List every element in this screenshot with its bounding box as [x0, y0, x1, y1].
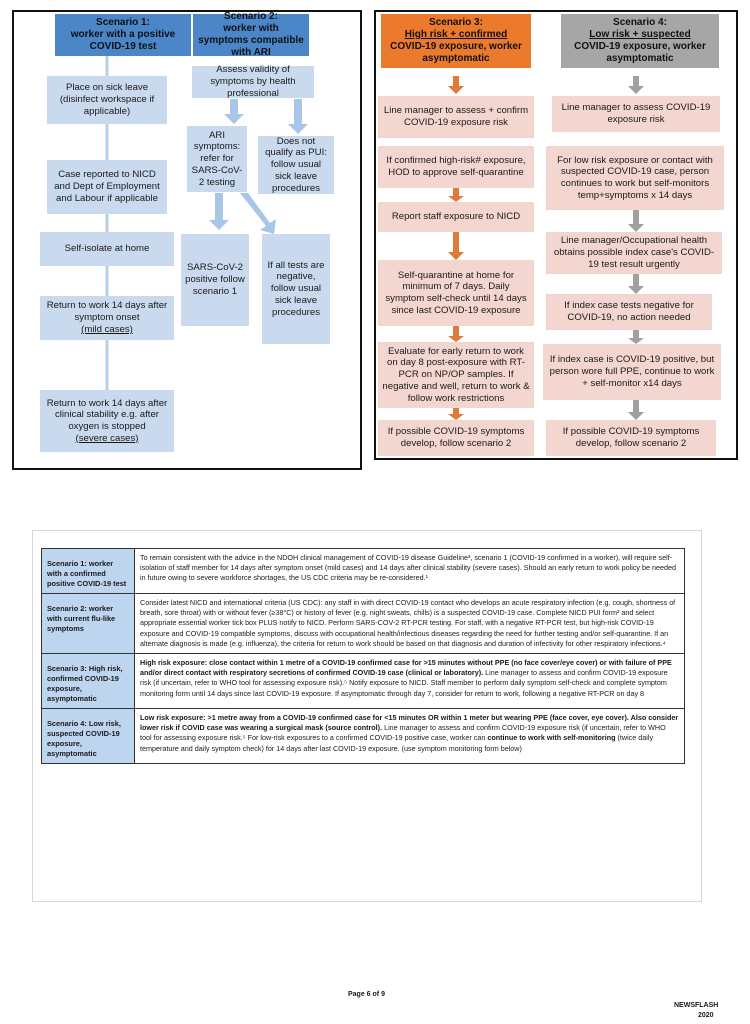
scenario1-return-severe-note: (severe cases)	[75, 432, 139, 444]
scenario1-return-mild-text: Return to work 14 days after symptom onset	[46, 300, 168, 324]
scenario1-return-mild-note: (mild cases)	[81, 323, 133, 335]
description-text: (twice daily temperature and daily symptom check) for 14 days after last COVID-19 exposure. (use symptom monitoring form below)	[140, 733, 654, 753]
scenario2-negative: If all tests are negative, follow usual sick leave procedures	[262, 234, 330, 344]
scenario4-step-index-result: Line manager/Occupational health obtains possible index case's COVID-19 test result urgently	[546, 232, 722, 274]
description-text: Line manager to assess and confirm COVID-19 exposure risk (if uncertain, refer to WHO tool for assessing exposure risk.⁵ For low-risk exposures to a confirmed COVID-19 positive case, worker can	[140, 723, 666, 743]
scenario2-arrows	[12, 10, 362, 470]
scenario1-subtitle: worker with a positive COVID-19 test	[70, 28, 176, 53]
scenario2-ari-testing: ARI symptoms: refer for SARS-CoV-2 testing	[187, 126, 247, 192]
description-text: Consider latest NICD and international criteria (US CDC): any staff in with direct COVID-19 contact who develops an acute respiratory infection (e.g. cough, shortness of breath, sore throat) with or without fever (≥38°C) or history of fever (e.g. night sweats, chills) is a suspected COVID-19 case. Complete NICD PUI form² and select appropriate essential worker tick box PLUS notify to NICD. Perform SARS-COV-2 RT-PCR testing. For staff, with a negative RT-PCR test, but high-risk COVID-19 exposure and COVID-19 compatible symptoms, discuss with occupational health/infectious diseases regarding the need for further testing and/or self-quarantine. If an alternate diagnosis is made (e.g. influenza), the criteria for return to work should be based on that diagnosis and duration of infectivity for other respiratory infections.⁴	[140, 597, 676, 648]
footer-brand: NEWSFLASH	[674, 1002, 719, 1009]
scenario3-step-assess: Line manager to assess + confirm COVID-19 exposure risk	[378, 96, 534, 138]
scenario3-step-evaluate: Evaluate for early return to work on day 8 post-exposure with RT-PCR on NP/OP samples. If negative and well, return to work & follow work restrictions	[378, 342, 534, 408]
table-row-description	[135, 654, 685, 709]
scenario4-title: Scenario 4:	[613, 16, 667, 28]
scenario4-step-negative: If index case tests negative for COVID-19, no action needed	[546, 294, 712, 330]
table-row	[42, 549, 685, 594]
table-row	[42, 593, 685, 653]
scenario4-step-symptoms: If possible COVID-19 symptoms develop, follow scenario 2	[546, 420, 716, 456]
table-row	[42, 654, 685, 709]
scenario4-risk-line: Low risk + suspected	[589, 28, 691, 40]
table-row-label: Scenario 2: worker with current flu-like symptoms	[42, 593, 135, 653]
scenario4-step-continue: For low risk exposure or contact with suspected COVID-19 case, person continues to work but self-monitors temp+symptoms x 14 days	[546, 146, 724, 210]
scenario2-not-pui: Does not qualify as PUI: follow usual sick leave procedures	[258, 136, 334, 194]
footer-year: 2020	[698, 1012, 714, 1019]
scenario3-title: Scenario 3:	[429, 16, 483, 28]
table-row-description	[135, 593, 685, 653]
scenario4-step-assess: Line manager to assess COVID-19 exposure risk	[552, 96, 720, 132]
scenario2-positive: SARS-CoV-2 positive follow scenario 1	[181, 234, 249, 326]
scenario1-step-report: Case reported to NICD and Dept of Employment and Labour if applicable	[47, 160, 167, 214]
table-row-description	[135, 708, 685, 763]
scenario1-title: Scenario 1:	[96, 16, 150, 28]
scenario3-step-report: Report staff exposure to NICD	[378, 202, 534, 232]
scenario1-step-sick-leave: Place on sick leave (disinfect workspace if applicable)	[47, 76, 167, 124]
scenario2-title: Scenario 2:	[224, 10, 278, 22]
scenario4-subtitle: COVID-19 exposure, worker asymptomatic	[574, 41, 706, 65]
scenario3-step-approve: If confirmed high-risk# exposure, HOD to approve self-quarantine	[378, 146, 534, 188]
scenario1-step-isolate: Self-isolate at home	[40, 232, 174, 266]
description-emphasis: High risk exposure: close contact within 1 metre of a COVID-19 confirmed case for >15 minutes without PPE (no face cover/eye cover) or with failure of PPE and/or direct contact with respiratory secretions of confirmed COVID-19 case (clinical or laboratory).	[140, 658, 672, 678]
scenario1-return-severe-text: Return to work 14 days after clinical stability e.g. after oxygen is stopped	[46, 397, 168, 432]
scenario4-step-positive: If index case is COVID-19 positive, but person wore full PPE, continue to work + self-monitor x14 days	[543, 344, 721, 400]
table-row-label: Scenario 4: Low risk, suspected COVID-19 exposure, asymptomatic	[42, 708, 135, 763]
description-emphasis: continue to work with self-monitoring	[487, 733, 616, 743]
table-row-label: Scenario 1: worker with a confirmed positive COVID-19 test	[42, 549, 135, 594]
table-row-description	[135, 549, 685, 594]
scenario3-step-quarantine: Self-quarantine at home for minimum of 7 days. Daily symptom self-check until 14 days since last COVID-19 exposure	[378, 260, 534, 326]
scenario3-risk-line: High risk + confirmed	[404, 28, 508, 40]
table-row	[42, 708, 685, 763]
table-row-label: Scenario 3: High risk, confirmed COVID-19 exposure, asymptomatic	[42, 654, 135, 709]
description-emphasis: Low risk exposure: >1 metre away from a COVID-19 confirmed case for <15 minutes OR within 1 meter but wearing PPE (face cover, eye cover). Also consider lower risk if COVID case was wearing a surgical mask (source control).	[140, 712, 679, 733]
description-text: Line manager to assess and confirm COVID-19 exposure risk (if uncertain, refer to WHO tool for assessing exposure risk).⁵ Notify exposure to NICD. Staff member to perform daily symptom self-check and complete symptom monitoring form until 14 days since last COVID-19 exposure. If asymptomatic through day 7, consider for return to work, following a negative RT-PCR on day 8	[140, 668, 668, 698]
scenario3-subtitle: COVID-19 exposure, worker asymptomatic	[390, 41, 522, 65]
scenario2-subtitle: worker with symptoms compatible with ARI	[198, 22, 304, 59]
description-text: To remain consistent with the advice in the NDOH clinical management of COVID-19 disease Guideline³, scenario 1 (COVID-19 confirmed in a worker), will require self-isolation of staff member for 14 days after symptom onset (mild cases) and 14 days after clinical stability (severe cases). Should an early return to work policy be needed in future owing to severe workforce shortages, the US CDC criteria may be re-considered.¹	[140, 553, 676, 583]
scenario3-4-arrows	[374, 10, 738, 460]
page-number: Page 6 of 9	[348, 991, 385, 998]
scenario3-step-symptoms: If possible COVID-19 symptoms develop, follow scenario 2	[378, 420, 534, 456]
scenario2-assess: Assess validity of symptoms by health professional	[192, 66, 314, 98]
scenario-criteria-table	[41, 548, 685, 764]
